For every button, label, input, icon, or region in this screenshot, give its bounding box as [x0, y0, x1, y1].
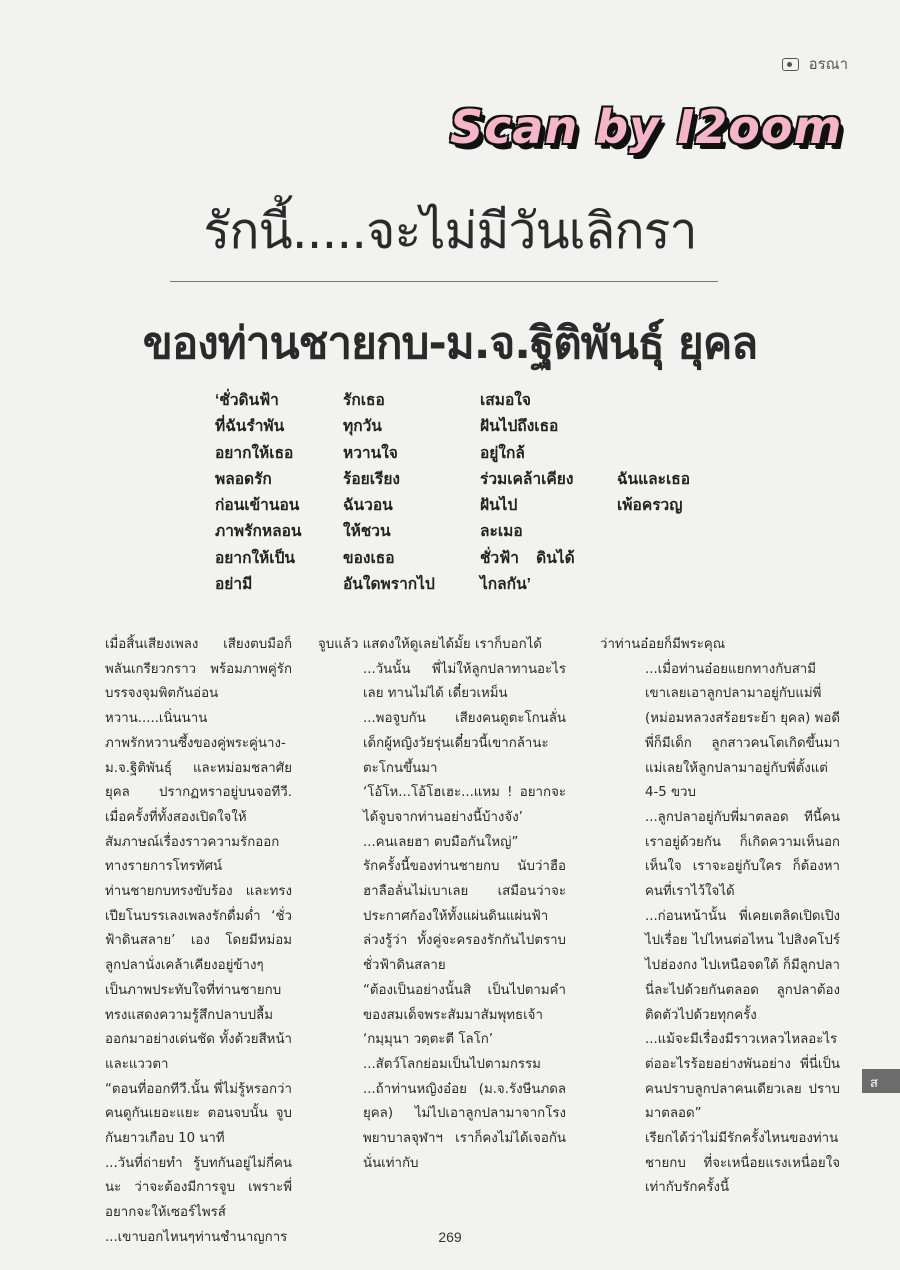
lyric-cell: พลอดรัก: [215, 470, 272, 488]
section-tag: [782, 52, 848, 76]
paragraph: ...เมื่อท่านอ๋อยแยกทางกับสามี เขาเลยเอาลูกปลามาอยู่กับแม่พี่ (หม่อมหลวงสร้อยระย้า ยุคล) พอดีพี่ก็มีเด็ก ลูกสาวคนโตเกิดขึ้นมา แม่เลยให้ลูกปลามาอยู่กับพี่ตั้งแต่ 4-5 ขวบ: [645, 661, 840, 801]
pen-icon: [782, 58, 799, 71]
paragraph: ‘โอ้โห...โอ้โฮเฮะ...แหม ! อยากจะได้จูบจากท่านอย่างนี้บ้างจัง’: [363, 785, 566, 825]
paragraph: ...วันที่ถ่ายทำ รู้บทกันอยู่ไม่กี่คนนะ ว่าจะต้องมีการจูบ เพราะพี่อยากจะให้เซอร์ไพรส์: [105, 1155, 292, 1221]
lyric-cell: ‘ชั่วดินฟ้า: [215, 392, 279, 409]
lyric-cell: ของเธอ: [343, 549, 395, 567]
song-lyrics: [215, 388, 717, 598]
lyric-cell: [617, 388, 717, 414]
lyric-cell: ชั่วฟ้า ดินได้: [480, 549, 575, 567]
body-column-1: [60, 633, 292, 1251]
lyrics-line: [215, 546, 717, 572]
paragraph: เมื่อสิ้นเสียงเพลง เสียงตบมือก็พลันเกรียวกราว พร้อมภาพคู่รักบรรจงจุมพิตกันอ่อนหวาน.....เนิ่นนาน: [105, 637, 292, 727]
scan-watermark: Scan by I2oom: [450, 100, 843, 154]
lyrics-line: [215, 467, 717, 493]
lyric-cell: ร่วมเคล้าเคียง: [480, 470, 574, 488]
lyric-cell: ให้ชวน: [343, 523, 391, 541]
lyrics-line: [215, 519, 717, 545]
paragraph: ...ก่อนหน้านั้น พี่เคยเตลิดเปิดเปิงไปเรื่อย ไปไหนต่อไหน ไปสิงคโปร์ ไปฮ่องกง ไปเหนือจดใต้ ก็มีลูกปลานี่ละไปด้วยกันตลอด ลูกปลาต้องติดตัวไปด้วยทุกครั้ง: [645, 908, 840, 1023]
paragraph: “ต้องเป็นอย่างนั้นสิ เป็นไปตามคำของสมเด็จพระสัมมาสัมพุทธเจ้า: [363, 982, 566, 1023]
lyric-cell: [617, 414, 717, 440]
paragraph: ...เขาบอกไหนๆท่านชำนาญการ: [105, 1229, 288, 1245]
paragraph: จูบแล้ว แสดงให้ดูเลยได้มั้ย เราก็บอกได้: [318, 637, 542, 652]
paragraph: ...พอจูบกัน เสียงคนดูตะโกนลั่น เด็กผู้หญิงวัยรุ่นเดี๋ยวนี้เขากล้านะตะโกนขึ้นมา: [363, 711, 566, 776]
paragraph: เรียกได้ว่าไม่มีรักครั้งไหนของท่านชายกบ ที่จะเหนื่อยแรงเหนื่อยใจเท่ากับรักครั้งนี้: [645, 1131, 840, 1196]
body-column-3: [600, 633, 840, 1201]
paragraph: ท่านชายกบทรงขับร้อง และทรงเปียโนบรรเลงเพลงรักดื่มด่ำ ‘ชั่วฟ้าดินสลาย’ เอง โดยมีหม่อมลูกปลานั่งเคล้าเคียงอยู่ข้างๆ: [105, 884, 292, 974]
section-side-tab: ส: [862, 1069, 900, 1093]
lyrics-line: [215, 441, 717, 467]
paragraph: ‘กมฺมุนา วตฺตะตี โลโก’: [363, 1032, 494, 1048]
paragraph: “ตอนที่ออกทีวี.นั้น พี่ไม่รู้หรอกว่าคนดูกันเยอะแยะ ตอนจบนั้น จูบกันยาวเกือบ 10 นาที: [105, 1081, 292, 1147]
paragraph: ...คนเลยฮา ตบมือกันใหญ่”: [363, 834, 519, 850]
lyric-cell: เสมอใจ: [480, 392, 531, 409]
paragraph: ...สัตว์โลกย่อมเป็นไปตามกรรม: [363, 1056, 541, 1072]
lyric-cell: [617, 572, 717, 598]
lyrics-line: [215, 414, 717, 440]
paragraph: ...ถ้าท่านหญิงอ๋อย (ม.จ.รังษีนภดล ยุคล) ไม่ไปเอาลูกปลามาจากโรงพยาบาลจุฬาฯ เราก็คงไม่ได้เจอกัน นั่นเท่ากับ: [363, 1081, 566, 1171]
paragraph: ...ลูกปลาอยู่กับพี่มาตลอด ทีนี้คนเราอยู่ด้วยกัน ก็เกิดความเห็นอกเห็นใจ เราจะอยู่กับใคร ก็ต้องหาคนที่เราไว้ใจได้: [645, 809, 840, 900]
lyric-cell: ฉันวอน: [343, 497, 393, 515]
paragraph: เป็นภาพประทับใจที่ท่านชายกบทรงแสดงความรู้สึกปลาบปลื้มออกมาอย่างเด่นชัด ทั้งด้วยสีหน้าและแววตา: [105, 982, 292, 1072]
lyric-cell: ฝันไปถึงเธอ: [480, 418, 559, 436]
body-column-2: [318, 633, 566, 1176]
lyric-cell: ภาพรักหลอน: [215, 523, 302, 541]
lyric-cell: ร้อยเรียง: [343, 470, 400, 488]
paragraph: ...แม้จะมีเรื่องมีราวเหลวไหลอะไรต่ออะไรร้อยอย่างพันอย่าง พี่นี่เป็นคนปราบลูกปลาคนเดียวเลย ปราบมาตลอด”: [645, 1032, 840, 1122]
lyric-cell: อันใดพรากไป: [343, 576, 435, 594]
paragraph: รักครั้งนี้ของท่านชายกบ นับว่าฮือฮาลือลั่นไม่เบาเลย เสมือนว่าจะประกาศก้องให้ทั้งแผ่นดินแผ่นฟ้าล่วงรู้ว่า ทั้งคู่จะครองรักกันไปตราบชั่วฟ้าดินสลาย: [363, 859, 566, 974]
lyric-cell: [617, 519, 717, 545]
lyric-cell: เพ้อครวญ: [617, 497, 683, 515]
page-number: 269: [438, 1229, 462, 1245]
lyrics-line: [215, 388, 717, 414]
paragraph: ว่าท่านอ๋อยก็มีพระคุณ: [600, 637, 726, 652]
lyrics-line: [215, 572, 717, 598]
lyric-cell: อยากให้เธอ: [215, 444, 294, 462]
lyric-cell: ก่อนเข้านอน: [215, 497, 300, 515]
lyric-cell: ละเมอ: [480, 523, 523, 541]
lyric-cell: ทุกวัน: [343, 418, 382, 436]
section-label: อรณา: [808, 55, 848, 73]
lyric-cell: ฝันไป: [480, 497, 518, 515]
lyric-cell: อยากให้เป็น: [215, 549, 295, 567]
lyric-cell: [617, 546, 717, 572]
lyric-cell: [617, 441, 717, 467]
title-divider: [170, 281, 718, 282]
lyric-cell: ฉันและเธอ: [617, 470, 691, 488]
article-title: รักนี้.....จะไม่มีวันเลิกรา: [203, 202, 697, 260]
lyrics-line: [215, 493, 717, 519]
article-subtitle: ของท่านชายกบ-ม.จ.ฐิติพันธุ์ ยุคล: [142, 318, 758, 369]
lyric-cell: อย่ามี: [215, 576, 253, 594]
lyric-cell: ไกลกัน’: [480, 576, 531, 594]
lyric-cell: รักเธอ: [343, 392, 385, 409]
lyric-cell: ที่ฉันรำพัน: [215, 418, 285, 436]
lyric-cell: หวานใจ: [343, 444, 398, 462]
paragraph: ภาพรักหวานซึ้งของคู่พระคู่นาง-ม.จ.ฐิติพันธุ์ และหม่อมชลาศัย ยุคล ปรากฏหราอยู่บนจอทีวี. เมื่อครั้งที่ทั้งสองเปิดใจให้สัมภาษณ์เรื่องราวความรักออกทางรายการโทรทัศน์: [105, 735, 292, 875]
paragraph: ...วันนั้น พี่ไม่ให้ลูกปลาทานอะไรเลย ทานไม่ได้ เดี๋ยวเหม็น: [363, 661, 566, 702]
lyric-cell: อยู่ใกล้: [480, 444, 525, 462]
